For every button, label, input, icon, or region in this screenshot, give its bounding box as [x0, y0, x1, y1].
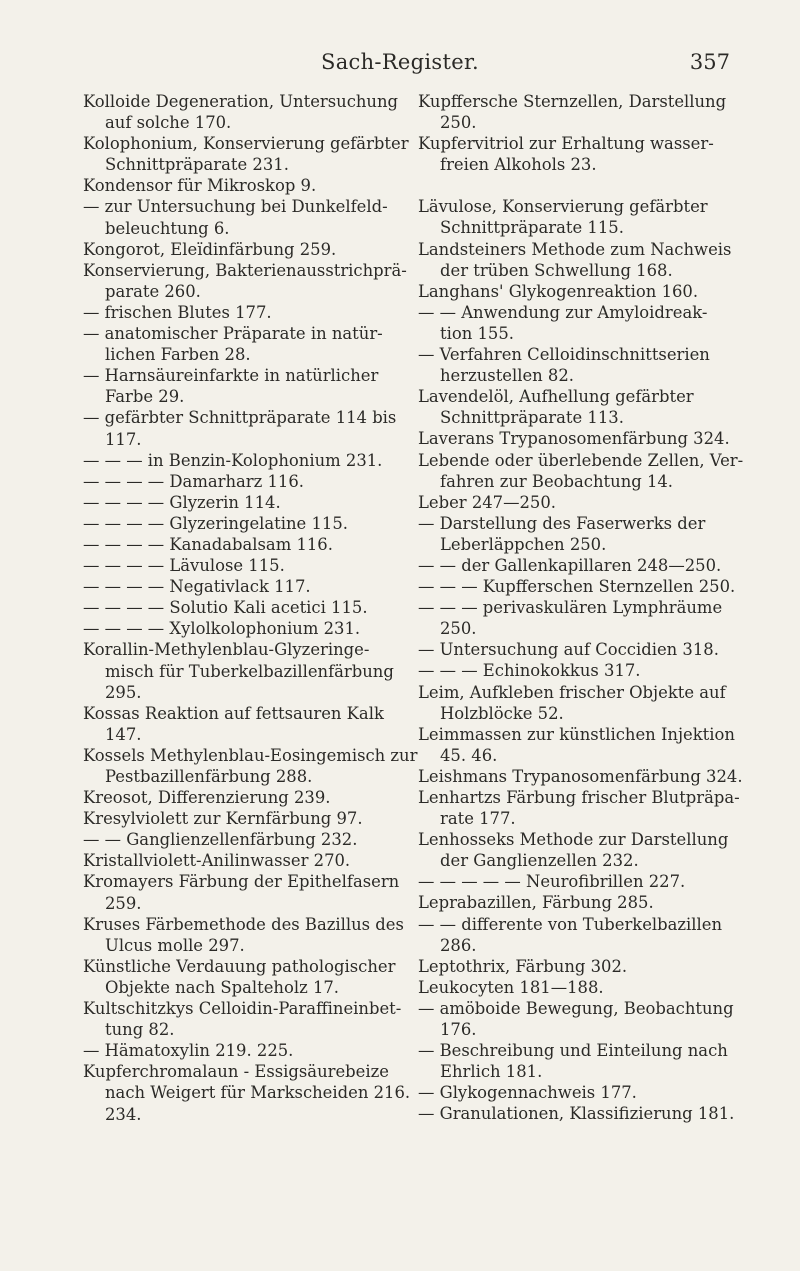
index-entry-continuation: 117.	[105, 429, 142, 449]
index-entry: Kongorot, Eleïdinfärbung 259.	[83, 239, 337, 259]
index-entry-continuation: rate 177.	[440, 809, 516, 829]
index-entry-continuation: Schnittpräparate 115.	[440, 218, 624, 238]
index-entry: — Darstellung des Faserwerks der	[418, 513, 706, 533]
index-entry-continuation: Farbe 29.	[105, 387, 185, 407]
index-entry: Kupfervitriol zur Erhaltung wasser-	[418, 134, 714, 154]
index-entry-continuation: fahren zur Beobachtung 14.	[440, 471, 674, 491]
index-entry: Lavendelöl, Aufhellung gefärbter	[418, 387, 694, 407]
index-entry-continuation: 147.	[105, 724, 142, 744]
index-entry: — — differente von Tuberkelbazillen	[418, 914, 723, 934]
index-entry-continuation: herzustellen 82.	[440, 366, 574, 386]
index-entry-continuation: 45. 46.	[440, 745, 498, 765]
index-entry-continuation: 295.	[105, 682, 142, 702]
index-entry-continuation: beleuchtung 6.	[105, 218, 230, 238]
index-entry: — zur Untersuchung bei Dunkelfeld-	[83, 197, 388, 217]
index-entry: Kondensor für Mikroskop 9.	[83, 176, 317, 196]
index-entry-continuation: der trüben Schwellung 168.	[440, 260, 673, 280]
letter-section-gap	[418, 175, 748, 196]
index-entry: — Glykogennachweis 177.	[418, 1083, 637, 1103]
index-entry-continuation: Holzblöcke 52.	[440, 703, 564, 723]
index-entry: — — — — Kanadabalsam 116.	[83, 534, 333, 554]
index-entry: Kruses Färbemethode des Bazillus des	[83, 914, 404, 934]
index-entry-continuation: Schnittpräparate 231.	[105, 155, 289, 175]
index-entry: — — — — Glyzerin 114.	[83, 492, 281, 512]
index-entry-continuation: Objekte nach Spalteholz 17.	[105, 977, 340, 997]
index-entry: — — — in Benzin-Kolophonium 231.	[83, 450, 383, 470]
index-entry: Leimmassen zur künstlichen Injektion	[418, 724, 735, 744]
index-entry: — Verfahren Celloidinschnittserien	[418, 345, 710, 365]
index-entry: Kolophonium, Konservierung gefärbter	[83, 134, 409, 154]
index-entry-continuation: Leberläppchen 250.	[440, 534, 607, 554]
index-entry: — — Anwendung zur Amyloidreak-	[418, 302, 708, 322]
index-entry: Leber 247—250.	[418, 492, 556, 512]
page-header-title: Sach-Register.	[321, 50, 479, 74]
index-entry: Leukocyten 181—188.	[418, 977, 604, 997]
index-entry-continuation: auf solche 170.	[105, 113, 232, 133]
index-entry-continuation: Ehrlich 181.	[440, 1062, 543, 1082]
index-entry-continuation: tion 155.	[440, 323, 514, 343]
index-entry: — gefärbter Schnittpräparate 114 bis	[83, 408, 397, 428]
index-entry-continuation: Ulcus molle 297.	[105, 935, 245, 955]
index-entry: — Hämatoxylin 219. 225.	[83, 1041, 294, 1061]
index-entry: — — — Echinokokkus 317.	[418, 661, 641, 681]
index-entry: Kupferchromalaun - Essigsäurebeize	[83, 1062, 389, 1082]
index-entry: Kossas Reaktion auf fettsauren Kalk	[83, 703, 384, 723]
index-entry: — — der Gallenkapillaren 248—250.	[418, 555, 722, 575]
index-entry-continuation: 259.	[105, 893, 142, 913]
index-entry: Lebende oder überlebende Zellen, Ver-	[418, 450, 744, 470]
index-entry-continuation: 234.	[105, 1104, 142, 1124]
index-entry: — — — — Glyzeringelatine 115.	[83, 513, 348, 533]
index-entry-continuation: freien Alkohols 23.	[440, 155, 597, 175]
index-entry: Kristallviolett-Anilinwasser 270.	[83, 851, 351, 871]
index-entry: — Beschreibung und Einteilung nach	[418, 1041, 728, 1061]
index-entry: Kromayers Färbung der Epithelfasern	[83, 872, 400, 892]
index-entry: Lenhartzs Färbung frischer Blutpräpa-	[418, 788, 740, 807]
index-entry: Kossels Methylenblau-Eosingemisch zur	[83, 745, 418, 765]
index-entry-continuation: tung 82.	[105, 1020, 175, 1040]
index-entry: Lenhosseks Methode zur Darstellung	[418, 830, 729, 850]
index-entry: Kupffersche Sternzellen, Darstellung	[418, 92, 727, 111]
index-entry-continuation: misch für Tuberkelbazillenfärbung	[105, 661, 394, 681]
index-entry: Korallin-Methylenblau-Glyzeringe-	[83, 640, 370, 660]
index-entry: — frischen Blutes 177.	[83, 302, 272, 322]
index-entry: — — — — Damarharz 116.	[83, 471, 304, 491]
index-column-left	[83, 91, 418, 1125]
index-entry: Leptothrix, Färbung 302.	[418, 956, 628, 976]
index-entry: — — — — — Neurofibrillen 227.	[418, 872, 686, 892]
index-entry: — Harnsäureinfarkte in natürlicher	[83, 366, 379, 386]
index-entry-continuation: lichen Farben 28.	[105, 345, 251, 365]
index-entry: Leim, Aufkleben frischer Objekte auf	[418, 682, 726, 702]
index-entry: — amöboide Bewegung, Beobachtung	[418, 998, 734, 1018]
page-number: 357	[689, 50, 730, 74]
index-entry: Konservierung, Bakterienausstrichprä-	[83, 260, 407, 280]
index-entry: — — — — Xylolkolophonium 231.	[83, 619, 361, 639]
index-entry: — Granulationen, Klassifizierung 181.	[418, 1104, 735, 1124]
index-entry-continuation: Pestbazillenfärbung 288.	[105, 767, 313, 786]
index-column-right	[418, 91, 748, 1125]
index-entry-continuation: nach Weigert für Markscheiden 216.	[105, 1083, 411, 1103]
index-entry: — — Ganglienzellenfärbung 232.	[83, 830, 358, 850]
index-entry: Kolloide Degeneration, Untersuchung	[83, 92, 399, 111]
index-entry-continuation: 176.	[440, 1020, 477, 1040]
index-entry: — — — perivaskulären Lymphräume	[418, 598, 723, 618]
index-entry-continuation: 250.	[440, 113, 477, 133]
index-entry: Leishmans Trypanosomenfärbung 324.	[418, 766, 743, 786]
index-entry-continuation: parate 260.	[105, 281, 201, 301]
index-entry: Künstliche Verdauung pathologischer	[83, 956, 396, 976]
index-entry: Langhans' Glykogenreaktion 160.	[418, 281, 699, 301]
index-entry: Laverans Trypanosomenfärbung 324.	[418, 429, 730, 449]
index-entry: Leprabazillen, Färbung 285.	[418, 893, 654, 913]
index-entry: Lävulose, Konservierung gefärbter	[418, 197, 708, 217]
index-entry: Kresylviolett zur Kernfärbung 97.	[83, 809, 363, 829]
index-entry: — — — — Negativlack 117.	[83, 577, 311, 597]
index-entry-continuation: 286.	[440, 935, 477, 955]
index-entry: — Untersuchung auf Coccidien 318.	[418, 640, 719, 660]
index-entry-continuation: der Ganglienzellen 232.	[440, 851, 639, 871]
index-entry-continuation: 250.	[440, 619, 477, 639]
index-entry: Kreosot, Differenzierung 239.	[83, 788, 331, 808]
index-entry: — — — — Lävulose 115.	[83, 556, 285, 576]
index-entry: Landsteiners Methode zum Nachweis	[418, 239, 732, 259]
index-entry: — — — Kupfferschen Sternzellen 250.	[418, 577, 736, 597]
index-entry-continuation: Schnittpräparate 113.	[440, 408, 624, 428]
index-entry: Kultschitzkys Celloidin-Paraffineinbet-	[83, 999, 402, 1019]
index-entry: — anatomischer Präparate in natür-	[83, 324, 383, 344]
index-entry: — — — — Solutio Kali acetici 115.	[83, 598, 368, 618]
